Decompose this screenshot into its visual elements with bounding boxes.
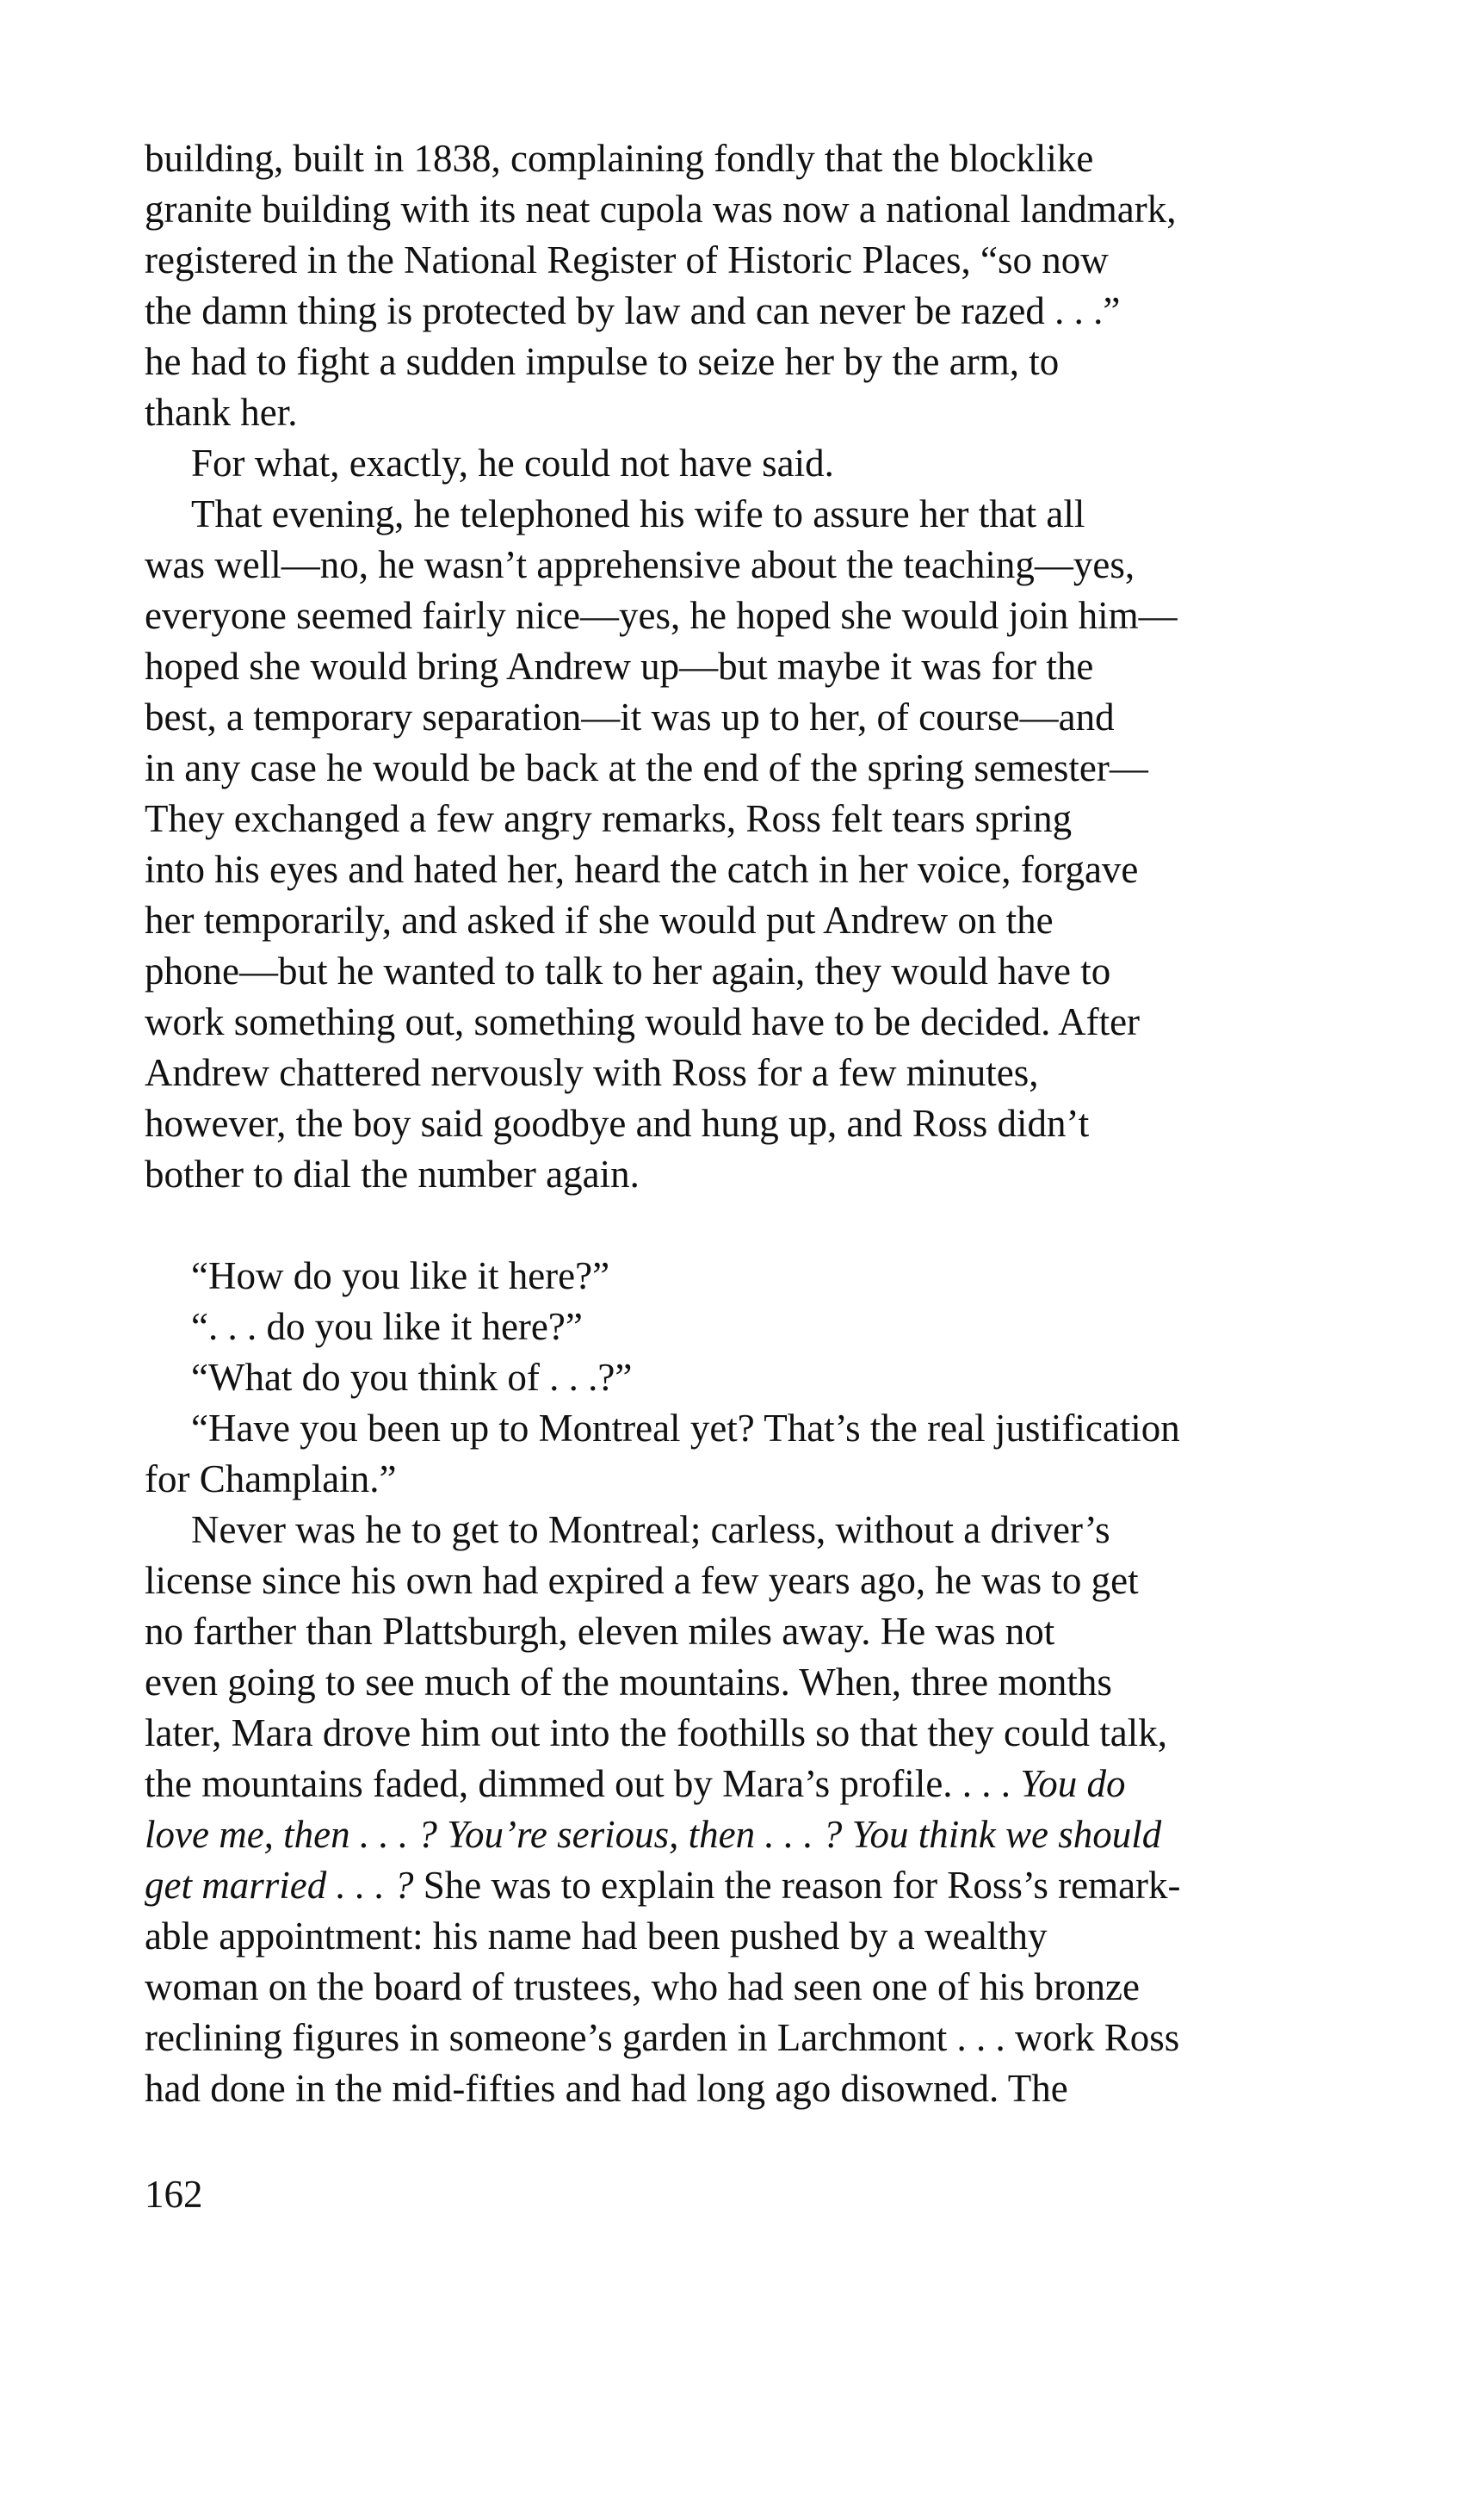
line-text: no farther than Plattsburgh, eleven miles away. He was not [145, 1610, 1055, 1653]
line-text-after: She was to explain the reason for Ross’s remark- [413, 1864, 1181, 1907]
italic-text: love me, then . . . ? You’re serious, then . . . ? You think we should [145, 1813, 1162, 1856]
line-text: license since his own had expired a few years ago, he was to get [145, 1559, 1139, 1602]
text-line [145, 1911, 1350, 1962]
text-line [145, 1048, 1350, 1098]
text-line [145, 591, 1350, 641]
text-line [145, 540, 1350, 591]
line-text: the mountains faded, dimmed out by Mara’s profile. . . . [145, 1762, 1021, 1805]
text-line [145, 997, 1350, 1048]
italic-text: get married . . . ? [145, 1864, 414, 1907]
page-number: 162 [145, 2173, 203, 2216]
line-text: best, a temporary separation—it was up to her, of course—and [145, 696, 1115, 739]
text-line [145, 895, 1350, 946]
text-line [145, 1098, 1350, 1149]
text-line [145, 1708, 1350, 1759]
text-line [145, 1403, 1350, 1454]
body-text [145, 133, 1350, 2114]
line-text: Andrew chattered nervously with Ross for a few minutes, [145, 1051, 1039, 1094]
line-text: phone—but he wanted to talk to her again, they would have to [145, 949, 1111, 993]
line-text: for Champlain.” [145, 1457, 397, 1500]
italic-text: You do [1020, 1762, 1126, 1805]
line-text: in any case he would be back at the end of the spring semester— [145, 746, 1148, 789]
line-text: had done in the mid-fifties and had long ago disowned. The [145, 2067, 1068, 2110]
section-break [145, 1200, 1350, 1251]
text-line [145, 794, 1350, 844]
text-line [145, 337, 1350, 387]
line-text: “. . . do you like it here?” [191, 1305, 583, 1348]
line-text: granite building with its neat cupola was now a national landmark, [145, 188, 1177, 231]
text-line [145, 743, 1350, 794]
text-line [145, 1759, 1350, 1809]
text-line [145, 2063, 1350, 2114]
text-line [145, 1606, 1350, 1657]
line-text: bother to dial the number again. [145, 1153, 640, 1196]
text-line [145, 1657, 1350, 1708]
text-line [145, 1149, 1350, 1200]
line-text: he had to fight a sudden impulse to seize her by the arm, to [145, 340, 1060, 383]
text-line [145, 1454, 1350, 1505]
line-text: “Have you been up to Montreal yet? That’s the real justification [191, 1407, 1180, 1450]
text-line [145, 641, 1350, 692]
line-text: Never was he to get to Montreal; carless, without a driver’s [191, 1508, 1110, 1551]
text-line [145, 946, 1350, 997]
line-text: thank her. [145, 391, 298, 434]
text-line [145, 1352, 1350, 1403]
text-line [145, 387, 1350, 438]
line-text: however, the boy said goodbye and hung up, and Ross didn’t [145, 1102, 1090, 1145]
line-text: They exchanged a few angry remarks, Ross felt tears spring [145, 797, 1073, 840]
line-text: building, built in 1838, complaining fondly that the blocklike [145, 137, 1094, 180]
text-line [145, 133, 1350, 184]
text-line [145, 1860, 1350, 1911]
line-text: reclining figures in someone’s garden in Larchmont . . . work Ross [145, 2016, 1180, 2059]
text-line [145, 438, 1350, 489]
text-line [145, 1302, 1350, 1352]
line-text: into his eyes and hated her, heard the catch in her voice, forgave [145, 848, 1139, 891]
text-line [145, 1251, 1350, 1302]
line-text: everyone seemed fairly nice—yes, he hoped she would join him— [145, 594, 1178, 637]
text-line [145, 235, 1350, 286]
line-text: was well—no, he wasn’t apprehensive about the teaching—yes, [145, 543, 1135, 586]
text-line [145, 844, 1350, 895]
text-line [145, 286, 1350, 337]
line-text: later, Mara drove him out into the foothills so that they could talk, [145, 1711, 1167, 1754]
line-text: able appointment: his name had been pushed by a wealthy [145, 1914, 1048, 1958]
line-text: the damn thing is protected by law and can never be razed . . .” [145, 289, 1121, 332]
line-text: even going to see much of the mountains. When, three months [145, 1661, 1112, 1704]
text-line [145, 1962, 1350, 2013]
line-text: For what, exactly, he could not have said. [191, 442, 834, 485]
text-line [145, 489, 1350, 540]
line-text: That evening, he telephoned his wife to assure her that all [191, 492, 1085, 535]
line-text: “How do you like it here?” [191, 1254, 610, 1297]
text-line [145, 1556, 1350, 1606]
text-line [145, 1505, 1350, 1556]
text-line [145, 184, 1350, 235]
text-line [145, 692, 1350, 743]
line-text: registered in the National Register of Historic Places, “so now [145, 238, 1109, 281]
line-text: woman on the board of trustees, who had seen one of his bronze [145, 1965, 1140, 2008]
text-line [145, 1809, 1350, 1860]
text-line [145, 2013, 1350, 2063]
line-text: her temporarily, and asked if she would put Andrew on the [145, 899, 1054, 942]
line-text: hoped she would bring Andrew up—but maybe it was for the [145, 645, 1094, 688]
line-text: “What do you think of . . .?” [191, 1356, 633, 1399]
line-text: work something out, something would have to be decided. After [145, 1000, 1141, 1043]
